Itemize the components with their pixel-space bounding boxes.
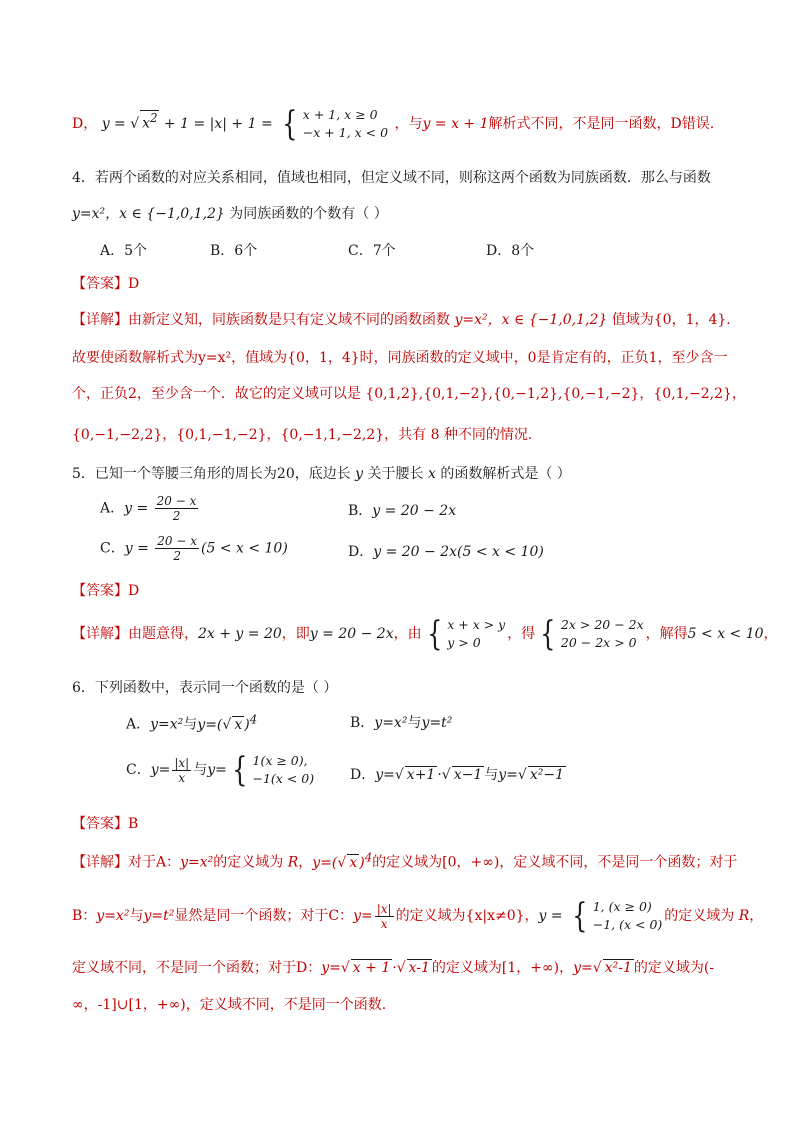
- q4-detail-4: [72, 424, 532, 444]
- q4-detail-4-tail: ，共有 8 种不同的情况.: [384, 427, 533, 443]
- q5-option-c: C．y = $\frac{20 - x}{2}$ (5 < x < 10): [100, 534, 288, 563]
- q6-answer-value: B: [128, 816, 139, 832]
- q4-detail-label: 【详解】: [72, 312, 128, 328]
- q4-line2-tail: 为同族函数的个数有（ ）: [229, 206, 388, 222]
- q5-answer: [72, 580, 139, 600]
- q6-option-c: C．y= $\frac{|x|}{x}$ 与y= { 1(x ≥ 0), −1(x < 0): [126, 750, 315, 790]
- q6-option-a: A．y=x²与y=(√ x )$^4$: [126, 712, 258, 733]
- q4-detail-text-1: 由新定义知，同族函数是只有定义域不同的函数函数: [128, 312, 450, 328]
- q5-line1: 5．已知一个等腰三角形的周长为20，底边长 y 关于腰长 x 的函数解析式是（ ）: [72, 466, 571, 482]
- piecewise-brace: { x + 1, x ≥ 0 −x + 1, x < 0: [282, 104, 389, 144]
- q6-line1: 6．下列函数中，表示同一个函数的是（ ）: [72, 680, 338, 696]
- q5-answer-value: D: [128, 583, 140, 599]
- d-option-line: [72, 106, 714, 142]
- q5-option-b: B．y = 20 − 2x: [348, 503, 457, 519]
- q4-detail-3-text: 个，正负2，至少含一个．故它的定义域可以是: [72, 386, 361, 402]
- d-formula-b: y = x + 1: [422, 116, 489, 132]
- q4-domain-sets-a: {0,1,2},{0,1,−2},{0,−1,2},{0,−1,−2}，{0,1,−2,2}，: [365, 386, 746, 402]
- q4-answer-label: 【答案】: [72, 276, 128, 292]
- q5-line1-c: 的函数解析式是（ ）: [440, 466, 571, 482]
- d-suffix-b: 解析式不同，不是同一函数，D错误.: [488, 116, 715, 132]
- q5-answer-label: 【答案】: [72, 583, 128, 599]
- q4-answer: [72, 273, 139, 293]
- q6-detail-4: ∞，-1]∪[1，+∞)，定义域不同，不是同一个函数.: [72, 997, 387, 1013]
- d-suffix-a: ，与: [394, 116, 423, 132]
- q4-option-d: D．8个: [486, 243, 535, 259]
- q6-answer-label: 【答案】: [72, 816, 128, 832]
- q6-answer: [72, 813, 138, 833]
- q5-option-d: D．y = 20 − 2x(5 < x < 10): [348, 544, 544, 560]
- q4-domain-sets-b: {0,−1,−2,2}，{0,1,−1,−2}，{0,−1,1,−2,2}: [72, 427, 385, 443]
- q4-answer-value: D: [128, 276, 140, 292]
- q6-detail-3: 定义域不同，不是同一个函数；对于D：y=√ x + 1 ·√ x-1 的定义域为[1，+∞)，y=√ x²-1 的定义域为(-: [72, 960, 715, 976]
- q4-detail-3: [72, 383, 746, 403]
- q4-detail-1: [72, 309, 731, 329]
- q4-option-a: A．5个: [100, 243, 148, 259]
- q6-option-b: B．y=x²与y=t²: [350, 715, 453, 731]
- q4-func: y=x²，x ∈ {−1,0,1,2}: [72, 206, 225, 222]
- q5-line1-a: 5．已知一个等腰三角形的周长为20，底边长: [72, 466, 351, 482]
- q5-detail: 【详解】由题意得，2x + y = 20，即y = 20 − 2x，由 { x + x > y y > 0 ，得 { 2x > 20 − 2x 20 − 2x > 0 ，解得5 < x < 10，: [72, 614, 778, 654]
- q4-line1: 4．若两个函数的对应关系相同，值域也相同，但定义域不同，则称这两个函数为同族函数．那么与函数: [72, 170, 711, 186]
- d-formula: y = √ $x^2 + 1 = |x| + 1$ = { x + 1, x ≥ 0 −x + 1, x < 0: [101, 104, 389, 144]
- q4-option-b: B．6个: [210, 243, 258, 259]
- q4-line2: [72, 203, 388, 223]
- q6-detail-1: 【详解】对于A：y=x²的定义域为 R，y=(√ x )$^4$的定义域为[0，+∞)，定义域不同，不是同一个函数；对于: [72, 850, 738, 871]
- q4-detail-func: y=x²，x ∈ {−1,0,1,2}: [454, 312, 608, 328]
- d-prefix: D，: [72, 116, 98, 132]
- q4-option-c: C．7个: [348, 243, 396, 259]
- q5-option-a: A．y = $\frac{20 - x}{2}$: [100, 494, 197, 523]
- q6-detail-2: B：y=x²与y=t²显然是同一个函数；对于C：y= $\frac{|x|}{x}$ 的定义域为{x|x≠0}，y = { 1, (x ≥ 0) −1, (x < 0) 的定义域为 R，: [72, 896, 764, 936]
- q6-option-d: D．y=√ x+1 ·√ x−1 与y=√ x²−1: [350, 767, 564, 783]
- q4-detail-2: 故要使函数解析式为y=x²，值域为{0，1，4}时，同族函数的定义域中，0是肯定有的，正负1，至少含一: [72, 350, 728, 366]
- q5-line1-b: 关于腰长: [367, 466, 424, 482]
- q4-detail-1-tail: 值域为{0，1，4}.: [611, 312, 731, 328]
